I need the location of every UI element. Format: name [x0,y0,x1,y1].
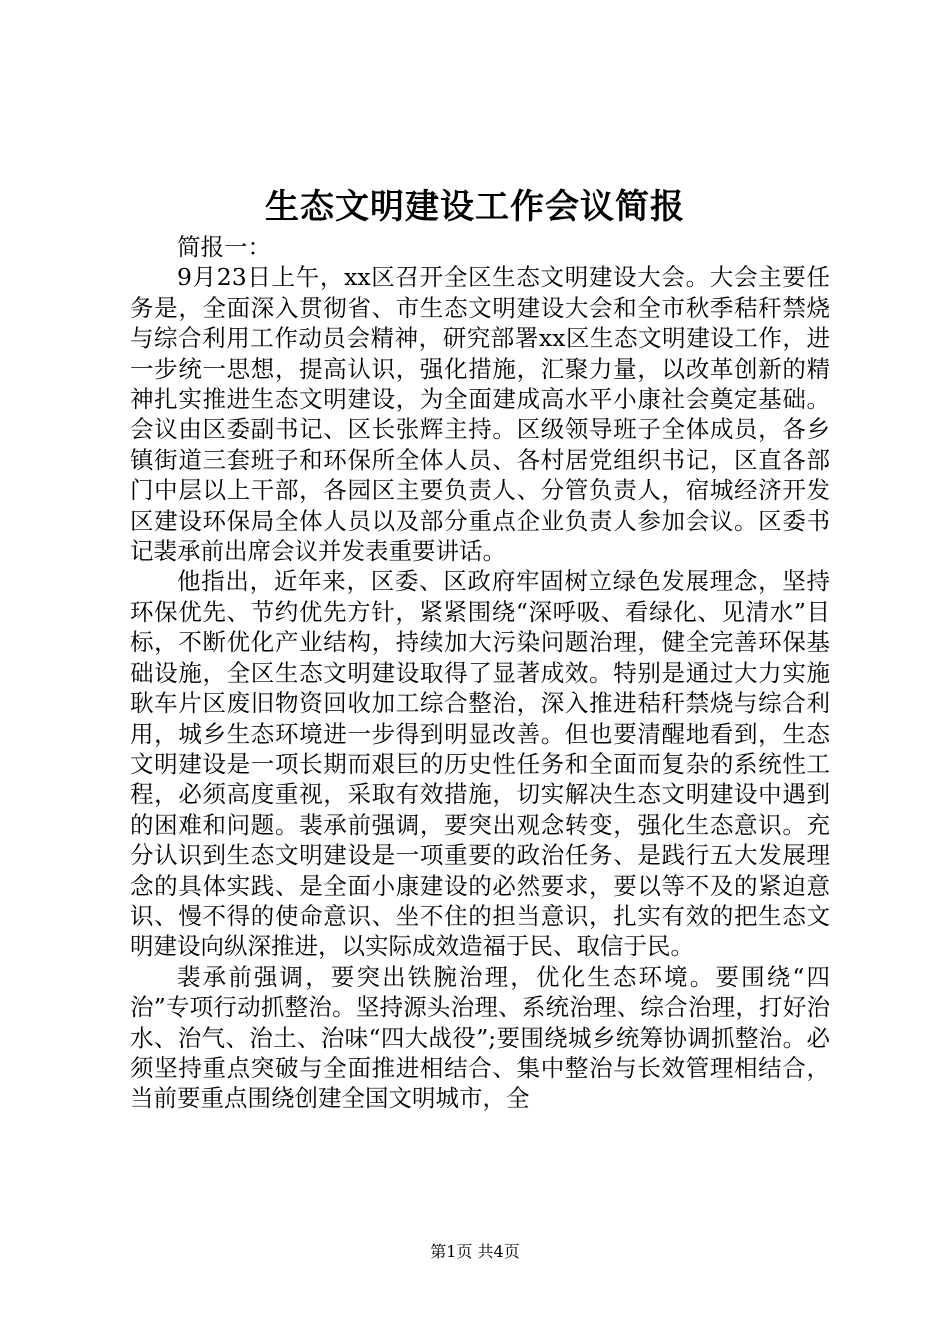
paragraph-label: 简报一： [177,233,271,261]
paragraph-governance: 裴承前强调，要突出铁腕治理，优化生态环境。要围绕“四治”专项行动抓整治。坚持源头治理、系统治理、综合治理，打好治水、治气、治土、治味“四大战役”;要围绕城乡统筹协调抓整治。必须坚持重点突破与全面推进相结合、集中整治与长效管理相结合，当前要重点围绕创建全国文明城市，全 [130,962,830,1113]
paragraph-meeting-overview: 9月23日上午，xx区召开全区生态文明建设大会。大会主要任务是，全面深入贯彻省、市生态文明建设大会和全市秋季秸秆禁烧与综合利用工作动员会精神，研究部署xx区生态文明建设工作，进一步统一思想，提高认识，强化措施，汇聚力量，以改革创新的精神扎实推进生态文明建设，为全面建成高水平小康社会奠定基础。会议由区委副书记、区长张辉主持。区级领导班子全体成员，各乡镇街道三套班子和环保所全体人员、各村居党组织书记，区直各部门中层以上干部，各园区主要负责人、分管负责人，宿城经济开发区建设环保局全体人员以及部分重点企业负责人参加会议。区委书记裴承前出席会议并发表重要讲话。 [130,263,830,566]
document-title: 生态文明建设工作会议简报 [265,187,685,227]
page-number-footer: 第1页 共4页 [430,1242,520,1261]
document-body [130,232,830,1114]
paragraph-achievements: 他指出，近年来，区委、区政府牢固树立绿色发展理念，坚持环保优先、节约优先方针，紧紧围绕“深呼吸、看绿化、见清水”目标，不断优化产业结构，持续加大污染问题治理，健全完善环保基础设施，全区生态文明建设取得了显著成效。特别是通过大力实施耿车片区废旧物资回收加工综合整治，深入推进秸秆禁烧与综合利用，城乡生态环境进一步得到明显改善。但也要清醒地看到，生态文明建设是一项长期而艰巨的历史性任务和全面而复杂的系统性工程，必须高度重视，采取有效措施，切实解决生态文明建设中遇到的困难和问题。裴承前强调，要突出观念转变，强化生态意识。充分认识到生态文明建设是一项重要的政治任务、是践行五大发展理念的具体实践、是全面小康建设的必然要求，要以等不及的紧迫意识、慢不得的使命意识、坐不住的担当意识，扎实有效的把生态文明建设向纵深推进，以实际成效造福于民、取信于民。 [130,567,830,961]
